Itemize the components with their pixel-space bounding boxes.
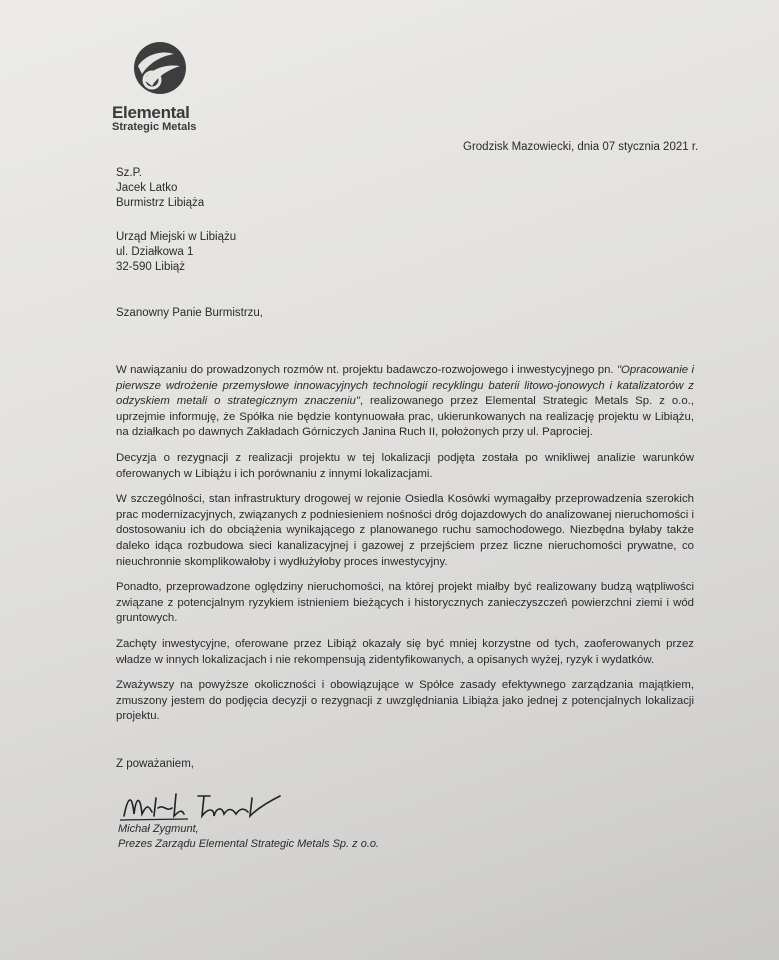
handwritten-signature <box>118 786 288 826</box>
paragraph-3: W szczególności, stan infrastruktury drogowej w rejonie Osiedla Kosówki wymagałby przeprowadzenia szerokich prac modernizacyjnych, związanych z podniesieniem nośności dróg dojazdowych do analizowanej nieruchomości i dostosowaniu ich do obciążenia wynikającego z planowanego ruchu samochodowego. Niezbędna byłaby także daleko idąca rozbudowa sieci kanalizacyjnej i gazowej z przejściem przez liczne nieruchomości prywatne, co nieuchronnie skomplikowałoby i wydłużyłoby proces inwestycyjny. <box>116 493 694 568</box>
logo-name: Elemental <box>112 103 190 122</box>
paragraph-5: Zachęty inwestycyjne, oferowane przez Libiąż okazały się być mniej korzystne od tych, zaoferowanych przez władze w innych lokalizacjach i nie rekompensują zidentyfikowanych, a opisanych wyżej, ryzyk i wydatków. <box>116 637 694 666</box>
signer-title: Prezes Zarządu Elemental Strategic Metals Sp. z o.o. <box>118 838 380 850</box>
greeting: Szanowny Panie Burmistrzu, <box>116 307 264 319</box>
recipient-name: Jacek Latko <box>116 182 178 194</box>
recipient-position: Burmistrz Libiąża <box>116 197 205 209</box>
recipient-address <box>116 230 236 275</box>
paragraph-1 <box>116 363 694 441</box>
paragraph-6: Zważywszy na powyższe okoliczności i obowiązujące w Spółce zasady efektywnego zarządzania majątkiem, zmuszony jestem do podjęcia decyzji o rezygnacji z uwzględniania Libiąża jako jednej z potencjalnych lokalizacji projektu. <box>116 679 694 723</box>
letter-body <box>116 363 694 735</box>
recipient-office: Urząd Miejski w Libiążu <box>116 231 237 243</box>
signer-name: Michał Zygmunt, <box>118 823 199 835</box>
paragraph-text: , realizowanego przez Elemental Strategic Metals Sp. z o.o., uprzejmie informuję, że Spółka nie będzie kontynuowała prac, ukierunkowanych na realizację projektu w Libiążu, na działkach po dawnych Zakładach Górniczych Janina Ruch II, położonych przy ul. Paprociej. <box>116 395 694 439</box>
project-title: "Opracowanie i pierwsze wdrożenie przemysłowe innowacyjnych technologii recyklingu baterii litowo-jonowych i katalizatorów z odzyskiem metali o strategicznym znaczeniu" <box>116 364 694 408</box>
paragraph-4: Ponadto, przeprowadzone oględziny nieruchomości, na której projekt miałby być realizowany budzą wątpliwości związane z potencjalnym ryzykiem istnieniem bieżących i historycznych zanieczyszczeń powierzchni ziemi i wód gruntowych. <box>116 581 694 625</box>
recipient-street: ul. Działkowa 1 <box>116 246 194 258</box>
closing: Z poważaniem, <box>116 758 194 770</box>
recipient-block <box>116 166 204 211</box>
logo-subtitle: Strategic Metals <box>112 121 197 133</box>
paragraph-2: Decyzja o rezygnacji z realizacji projektu w tej lokalizacji podjęta została po wnikliwej analizie warunków oferowanych w Libiążu i ich porównaniu z innymi lokalizacjami. <box>116 451 694 480</box>
logo-icon <box>132 40 188 96</box>
signer-block <box>118 822 379 852</box>
recipient-city: 32-590 Libiąż <box>116 261 186 273</box>
recipient-salutation: Sz.P. <box>116 167 142 179</box>
letter-date: Grodzisk Mazowiecki, dnia 07 stycznia 2021 r. <box>463 141 699 153</box>
company-logo <box>112 40 222 133</box>
paragraph-text: W nawiązaniu do prowadzonych rozmów nt. projektu badawczo-rozwojowego i inwestycyjnego pn. <box>116 364 617 376</box>
